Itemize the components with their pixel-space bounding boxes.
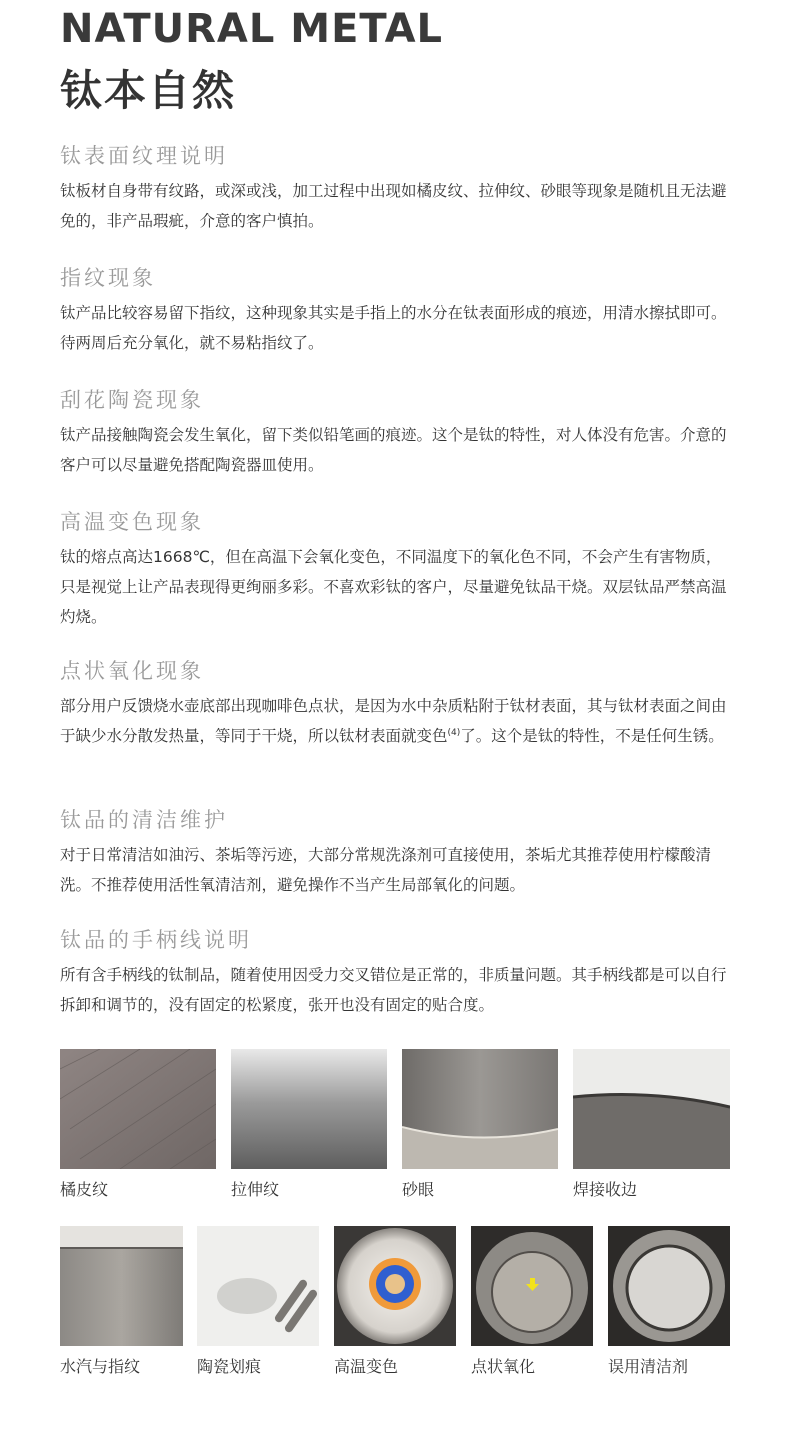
section-title: 点状氧化现象: [60, 659, 204, 683]
section-ceramic-scratch: [60, 386, 732, 480]
caption-pinhole: 砂眼: [402, 1180, 435, 1199]
footnote-mark: (4): [447, 727, 461, 738]
section-title: 钛品的手柄线说明: [60, 928, 252, 952]
section-title: 钛表面纹理说明: [60, 144, 228, 168]
orange-peel-texture-image: [60, 1049, 216, 1169]
section-body: 钛板材自身带有纹路，或深或浅，加工过程中出现如橘皮纹、拉伸纹、砂眼等现象是随机且无法避免的，非产品瑕疵，介意的客户慎拍。: [60, 182, 727, 230]
caption-heat-discoloration: 高温变色: [334, 1357, 399, 1376]
section-handle-wire: [60, 926, 732, 1020]
caption-vapor-fingerprint: 水汽与指纹: [60, 1357, 141, 1376]
section-title: 钛品的清洁维护: [60, 808, 228, 832]
heat-discoloration-image: [334, 1226, 456, 1346]
caption-orange-peel: 橘皮纹: [60, 1180, 109, 1199]
section-body: [60, 691, 732, 751]
section-spot-oxidation: [60, 657, 732, 751]
caption-stretch: 拉伸纹: [231, 1180, 280, 1199]
section-title: 指纹现象: [60, 266, 156, 290]
title-en: NATURAL METAL: [60, 6, 444, 52]
section-fingerprint: [60, 264, 732, 358]
section-body: 钛的熔点高达1668℃，但在高温下会氧化变色，不同温度下的氧化色不同，不会产生有害物质，只是视觉上让产品表现得更绚丽多彩。不喜欢彩钛的客户，尽量避免钛品干烧。双层钛品严禁高温灼烧。: [60, 548, 727, 626]
stretch-texture-image: [231, 1049, 387, 1169]
pinhole-texture-image: [402, 1049, 558, 1169]
weld-edge-texture-image: [573, 1049, 730, 1169]
section-heat-discoloration: [60, 508, 732, 632]
spot-oxidation-image: [471, 1226, 593, 1346]
section-surface-texture: [60, 142, 732, 236]
vapor-fingerprint-image: [60, 1226, 183, 1346]
body-text: 了。这个是钛的特性，不是任何生锈。: [460, 727, 724, 745]
title-cn: 钛本自然: [60, 66, 237, 115]
caption-cleaner-misuse: 误用清洁剂: [608, 1357, 689, 1376]
section-body: 钛产品比较容易留下指纹，这种现象其实是手指上的水分在钛表面形成的痕迹，用清水擦拭即可。待两周后充分氧化，就不易粘指纹了。: [60, 304, 727, 352]
cleaner-misuse-image: [608, 1226, 730, 1346]
section-body: 钛产品接触陶瓷会发生氧化，留下类似铅笔画的痕迹。这个是钛的特性，对人体没有危害。介意的客户可以尽量避免搭配陶瓷器皿使用。: [60, 426, 727, 474]
caption-ceramic-scratch: 陶瓷划痕: [197, 1357, 262, 1376]
section-title: 刮花陶瓷现象: [60, 388, 204, 412]
caption-weld-edge: 焊接收边: [573, 1180, 638, 1199]
caption-spot-oxidation: 点状氧化: [471, 1357, 536, 1376]
ceramic-scratch-image: [197, 1226, 319, 1346]
section-body: 对于日常清洁如油污、茶垢等污迹，大部分常规洗涤剂可直接使用，茶垢尤其推荐使用柠檬酸清洗。不推荐使用活性氧清洁剂，避免操作不当产生局部氧化的问题。: [60, 846, 712, 894]
section-cleaning: [60, 806, 732, 900]
body-text: 部分用户反馈烧水壶底部出现咖啡色点状，是因为水中杂质粘附于钛材表面，其与钛材表面之间由于缺少水分散发热量，等同于干烧，所以钛材表面就变色: [60, 697, 727, 745]
section-body: 所有含手柄线的钛制品，随着使用因受力交叉错位是正常的，非质量问题。其手柄线都是可以自行拆卸和调节的，没有固定的松紧度，张开也没有固定的贴合度。: [60, 966, 727, 1014]
section-title: 高温变色现象: [60, 510, 204, 534]
